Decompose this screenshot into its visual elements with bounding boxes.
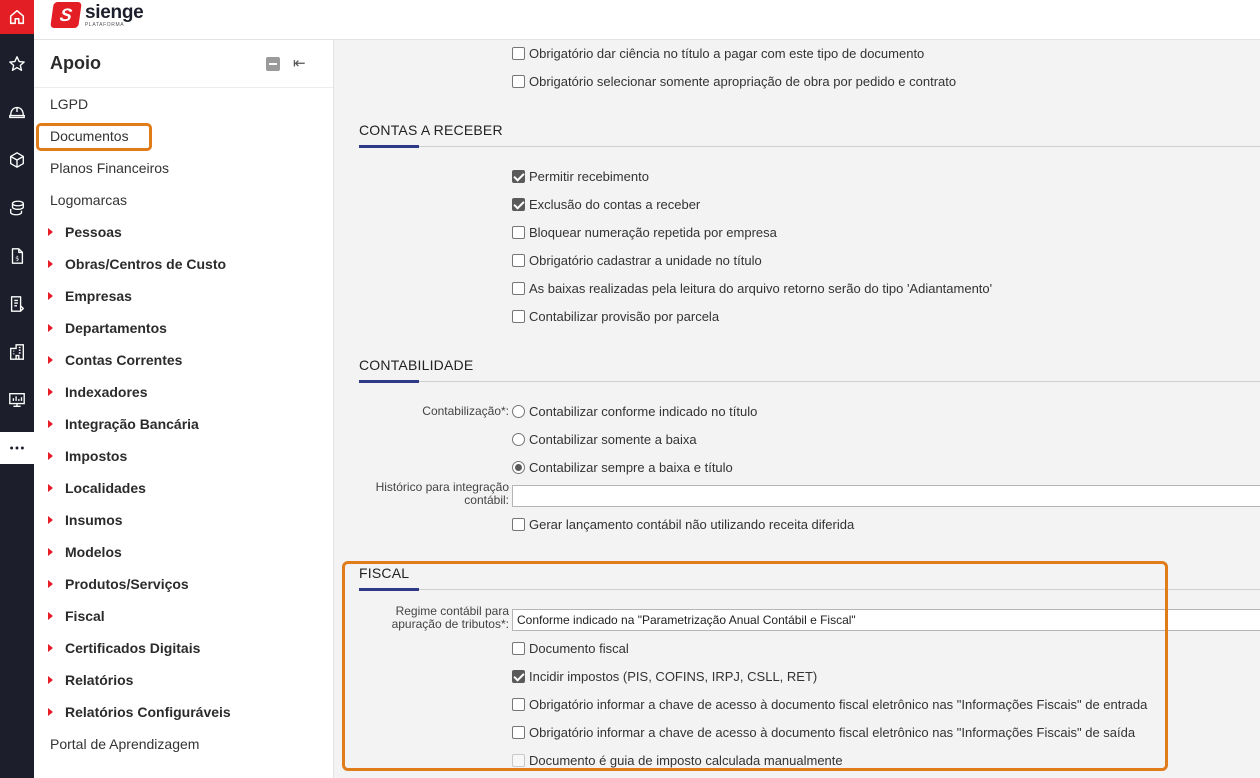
sidebar-item-insumos[interactable] (34, 504, 334, 536)
option-label: Permitir recebimento (529, 168, 649, 184)
home-icon[interactable] (0, 0, 34, 34)
section-title-contas-receber: CONTAS A RECEBER (359, 122, 503, 138)
pin-sidebar-icon[interactable]: ⇤ (293, 55, 306, 72)
monitor-icon[interactable] (0, 384, 34, 416)
section-title-contabilidade: CONTABILIDADE (359, 357, 474, 373)
sidebar-item-contas-correntes[interactable] (34, 344, 334, 376)
option-row[interactable] (512, 277, 992, 299)
section-title-fiscal: FISCAL (359, 565, 410, 581)
radio-option[interactable] (512, 456, 733, 478)
radio-label: Contabilizar sempre a baixa e título (529, 459, 733, 475)
sidebar-item-label: Empresas (65, 288, 132, 304)
sidebar-item-indexadores[interactable] (34, 376, 334, 408)
helmet-icon[interactable] (0, 96, 34, 128)
expand-caret-icon (48, 612, 53, 620)
main-content (335, 40, 1260, 778)
top-bar (34, 0, 1260, 40)
regime-label-line2: apuração de tributos*: (391, 617, 509, 631)
expand-caret-icon (48, 708, 53, 716)
option-label: Obrigatório cadastrar a unidade no título (529, 252, 762, 268)
checkbox[interactable] (512, 47, 525, 60)
sidebar-item-empresas[interactable] (34, 280, 334, 312)
expand-caret-icon (48, 452, 53, 460)
sidebar-item-modelos[interactable] (34, 536, 334, 568)
option-label: Bloquear numeração repetida por empresa (529, 224, 777, 240)
sidebar-item-label: Portal de Aprendizagem (50, 736, 200, 752)
sidebar-item-lgpd[interactable] (34, 88, 334, 120)
sidebar-item-label: Indexadores (65, 384, 148, 400)
checkbox[interactable] (512, 310, 525, 323)
radio-label: Contabilizar conforme indicado no título (529, 403, 758, 419)
option-apropriacao-obra[interactable] (512, 70, 956, 92)
sidebar-item-label: Obras/Centros de Custo (65, 256, 227, 272)
sidebar-item-fiscal[interactable] (34, 600, 334, 632)
option-label: Obrigatório selecionar somente apropriação de obra por pedido e contrato (529, 73, 957, 89)
section-divider (359, 146, 1260, 147)
historico-label-line2: contábil: (464, 493, 509, 507)
expand-caret-icon (48, 644, 53, 652)
building-icon[interactable] (0, 336, 34, 368)
regime-select[interactable]: Conforme indicado na "Parametrização Anual Contábil e Fiscal" (512, 609, 1260, 631)
option-label: Gerar lançamento contábil não utilizando receita diferida (529, 516, 855, 532)
sidebar (34, 40, 334, 778)
section-divider (359, 381, 1260, 382)
option-ciencia-titulo[interactable] (512, 42, 924, 64)
fiscal-highlight-box (342, 561, 1168, 771)
sidebar-item-produtos-servicos[interactable] (34, 568, 334, 600)
sidebar-item-pessoas[interactable] (34, 216, 334, 248)
checkbox[interactable] (512, 282, 525, 295)
sidebar-item-certificados-digitais[interactable] (34, 632, 334, 664)
option-receita-diferida[interactable] (512, 513, 854, 535)
option-label: Exclusão do contas a receber (529, 196, 701, 212)
documentos-highlight-box (36, 123, 152, 151)
sidebar-item-integracao-bancaria[interactable] (34, 408, 334, 440)
option-label: Obrigatório dar ciência no título a pagar com este tipo de documento (529, 45, 925, 61)
option-label: As baixas realizadas pela leitura do arquivo retorno serão do tipo 'Adiantamento' (529, 280, 993, 296)
sidebar-item-label: Insumos (65, 512, 123, 528)
sidebar-item-departamentos[interactable] (34, 312, 334, 344)
radio-label: Contabilizar somente a baixa (529, 431, 697, 447)
option-row[interactable] (512, 165, 649, 187)
sidebar-item-label: Relatórios Configuráveis (65, 704, 231, 720)
option-row[interactable] (512, 221, 777, 243)
radio-selected[interactable] (512, 461, 525, 474)
logo-name: sienge (85, 1, 144, 23)
expand-caret-icon (48, 228, 53, 236)
expand-caret-icon (48, 516, 53, 524)
sidebar-item-obras-centros-de-custo[interactable] (34, 248, 334, 280)
expand-caret-icon (48, 324, 53, 332)
contabilizacao-label: Contabilização*: (422, 404, 509, 418)
sidebar-item-label: Produtos/Serviços (65, 576, 189, 592)
sidebar-item-label: Logomarcas (50, 192, 128, 208)
more-icon[interactable] (0, 432, 34, 464)
radio[interactable] (512, 433, 525, 446)
sidebar-item-label: LGPD (50, 96, 89, 112)
expand-caret-icon (48, 548, 53, 556)
regime-label-line1: Regime contábil para (395, 604, 509, 618)
star-icon[interactable] (0, 48, 34, 80)
expand-caret-icon (48, 420, 53, 428)
sidebar-title: Apoio (50, 53, 101, 73)
expand-caret-icon (48, 260, 53, 268)
sidebar-item-localidades[interactable] (34, 472, 334, 504)
checkbox[interactable] (512, 75, 525, 88)
historico-input[interactable] (512, 485, 1260, 507)
sidebar-item-label: Planos Financeiros (50, 160, 170, 176)
sidebar-item-logomarcas[interactable] (34, 184, 334, 216)
sidebar-item-label: Impostos (65, 448, 128, 464)
option-label: Documento é guia de imposto calculada manualmente (529, 752, 843, 768)
document-icon[interactable] (0, 240, 34, 272)
option-label: Contabilizar provisão por parcela (529, 308, 720, 324)
sidebar-item-relatorios[interactable] (34, 664, 334, 696)
expand-caret-icon (48, 292, 53, 300)
option-label: Obrigatório informar a chave de acesso à documento fiscal eletrônico nas "Informações Fiscais" de saída (529, 724, 1136, 740)
sidebar-item-label: Certificados Digitais (65, 640, 201, 656)
option-label: Obrigatório informar a chave de acesso à documento fiscal eletrônico nas "Informações Fiscais" de entrada (529, 696, 1148, 712)
expand-caret-icon (48, 484, 53, 492)
sidebar-item-label: Documentos (50, 128, 129, 144)
sidebar-item-label: Integração Bancária (65, 416, 199, 432)
expand-caret-icon (48, 356, 53, 364)
collapse-all-icon[interactable] (266, 57, 280, 71)
sidebar-item-label: Departamentos (65, 320, 167, 336)
sidebar-item-label: Pessoas (65, 224, 122, 240)
sidebar-item-documentos[interactable] (34, 120, 334, 152)
expand-caret-icon (48, 388, 53, 396)
option-row[interactable] (512, 305, 719, 327)
option-row[interactable] (512, 249, 762, 271)
historico-label-line1: Histórico para integração (375, 480, 509, 494)
radio[interactable] (512, 405, 525, 418)
checkbox-checked[interactable] (512, 170, 525, 183)
expand-caret-icon (48, 580, 53, 588)
sidebar-item-label: Contas Correntes (65, 352, 183, 368)
checkbox[interactable] (512, 518, 525, 531)
radio-option[interactable] (512, 400, 757, 422)
sienge-logo[interactable] (52, 2, 143, 28)
option-row[interactable] (512, 193, 700, 215)
sidebar-item-label: Fiscal (65, 608, 105, 624)
option-label: Documento fiscal (529, 640, 629, 656)
sidebar-item-impostos[interactable] (34, 440, 334, 472)
coins-icon[interactable] (0, 192, 34, 224)
sidebar-header (34, 40, 333, 88)
sidebar-item-label: Localidades (65, 480, 146, 496)
sidebar-item-portal-de-aprendizagem[interactable] (34, 728, 334, 760)
box-icon[interactable] (0, 144, 34, 176)
option-label: Incidir impostos (PIS, COFINS, IRPJ, CSLL, RET) (529, 668, 818, 684)
sidebar-item-relatorios-configuraveis[interactable] (34, 696, 334, 728)
radio-option[interactable] (512, 428, 697, 450)
sienge-logo-mark: S (50, 2, 82, 28)
sidebar-item-label: Relatórios (65, 672, 134, 688)
checkbox[interactable] (512, 226, 525, 239)
svg-text:$: $ (15, 255, 20, 263)
report-icon[interactable] (0, 288, 34, 320)
checkbox[interactable] (512, 254, 525, 267)
sidebar-item-label: Modelos (65, 544, 122, 560)
expand-caret-icon (48, 676, 53, 684)
logo-subtitle: PLATAFORMA (85, 21, 125, 28)
historico-label (335, 481, 509, 507)
app-rail (0, 0, 34, 778)
checkbox-checked[interactable] (512, 198, 525, 211)
sidebar-item-planos-financeiros[interactable] (34, 152, 334, 184)
